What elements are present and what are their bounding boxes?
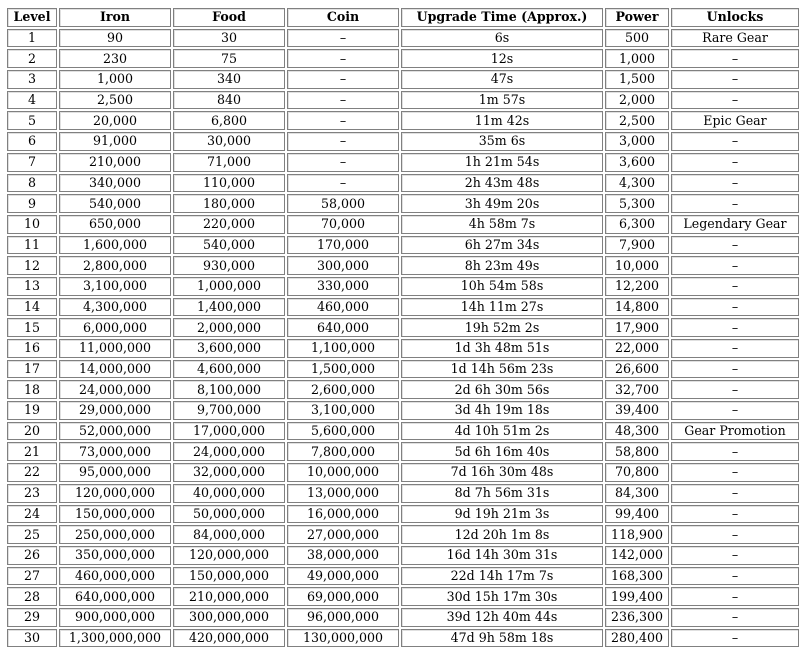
cell-iron: 120,000,000 [59, 484, 171, 503]
cell-food: 340 [173, 70, 285, 89]
cell-upgrade-time: 1d 3h 48m 51s [401, 339, 603, 358]
upgrade-table [5, 6, 801, 649]
table-row [7, 339, 799, 358]
cell-food: 75 [173, 49, 285, 68]
table-row [7, 463, 799, 482]
cell-level: 18 [7, 380, 57, 399]
table-row [7, 318, 799, 337]
cell-power: 2,500 [605, 111, 669, 130]
header-iron: Iron [59, 8, 171, 27]
cell-food: 24,000,000 [173, 442, 285, 461]
cell-unlocks: – [671, 525, 799, 544]
cell-coin: 58,000 [287, 194, 399, 213]
cell-level: 23 [7, 484, 57, 503]
cell-level: 10 [7, 215, 57, 234]
cell-coin: 10,000,000 [287, 463, 399, 482]
cell-level: 19 [7, 401, 57, 420]
table-row [7, 132, 799, 151]
cell-coin: 38,000,000 [287, 546, 399, 565]
table-row [7, 422, 799, 441]
cell-upgrade-time: 3d 4h 19m 18s [401, 401, 603, 420]
cell-iron: 460,000,000 [59, 567, 171, 586]
cell-upgrade-time: 1m 57s [401, 91, 603, 110]
cell-power: 12,200 [605, 277, 669, 296]
cell-power: 10,000 [605, 256, 669, 275]
cell-iron: 95,000,000 [59, 463, 171, 482]
cell-unlocks: Rare Gear [671, 29, 799, 48]
cell-food: 1,000,000 [173, 277, 285, 296]
cell-level: 13 [7, 277, 57, 296]
cell-upgrade-time: 16d 14h 30m 31s [401, 546, 603, 565]
table-row [7, 380, 799, 399]
cell-unlocks: – [671, 567, 799, 586]
cell-power: 84,300 [605, 484, 669, 503]
cell-iron: 150,000,000 [59, 505, 171, 524]
cell-power: 3,000 [605, 132, 669, 151]
cell-power: 4,300 [605, 174, 669, 193]
cell-level: 30 [7, 629, 57, 648]
cell-coin: – [287, 174, 399, 193]
cell-power: 236,300 [605, 608, 669, 627]
table-row [7, 174, 799, 193]
table-body [7, 29, 799, 648]
table-row [7, 49, 799, 68]
cell-iron: 1,300,000,000 [59, 629, 171, 648]
cell-coin: 3,100,000 [287, 401, 399, 420]
cell-upgrade-time: 1h 21m 54s [401, 153, 603, 172]
header-unlocks: Unlocks [671, 8, 799, 27]
cell-coin: – [287, 70, 399, 89]
cell-power: 22,000 [605, 339, 669, 358]
cell-power: 118,900 [605, 525, 669, 544]
header-row [7, 8, 799, 27]
cell-food: 110,000 [173, 174, 285, 193]
cell-unlocks: – [671, 174, 799, 193]
cell-upgrade-time: 30d 15h 17m 30s [401, 587, 603, 606]
cell-food: 50,000,000 [173, 505, 285, 524]
table-row [7, 236, 799, 255]
cell-iron: 640,000,000 [59, 587, 171, 606]
header-coin: Coin [287, 8, 399, 27]
cell-level: 3 [7, 70, 57, 89]
table-header [7, 8, 799, 27]
cell-food: 30 [173, 29, 285, 48]
cell-unlocks: – [671, 91, 799, 110]
cell-level: 12 [7, 256, 57, 275]
cell-iron: 230 [59, 49, 171, 68]
cell-upgrade-time: 8h 23m 49s [401, 256, 603, 275]
cell-upgrade-time: 12s [401, 49, 603, 68]
cell-iron: 540,000 [59, 194, 171, 213]
cell-power: 39,400 [605, 401, 669, 420]
cell-level: 29 [7, 608, 57, 627]
cell-food: 71,000 [173, 153, 285, 172]
cell-upgrade-time: 6h 27m 34s [401, 236, 603, 255]
cell-power: 2,000 [605, 91, 669, 110]
cell-coin: 2,600,000 [287, 380, 399, 399]
cell-unlocks: – [671, 587, 799, 606]
table-row [7, 215, 799, 234]
table-row [7, 91, 799, 110]
cell-coin: 7,800,000 [287, 442, 399, 461]
cell-power: 168,300 [605, 567, 669, 586]
cell-coin: – [287, 49, 399, 68]
cell-level: 22 [7, 463, 57, 482]
cell-power: 6,300 [605, 215, 669, 234]
cell-coin: 5,600,000 [287, 422, 399, 441]
cell-level: 20 [7, 422, 57, 441]
header-level: Level [7, 8, 57, 27]
cell-power: 58,800 [605, 442, 669, 461]
cell-power: 142,000 [605, 546, 669, 565]
cell-upgrade-time: 12d 20h 1m 8s [401, 525, 603, 544]
cell-iron: 52,000,000 [59, 422, 171, 441]
cell-coin: – [287, 29, 399, 48]
cell-power: 70,800 [605, 463, 669, 482]
cell-level: 26 [7, 546, 57, 565]
cell-iron: 90 [59, 29, 171, 48]
cell-unlocks: – [671, 49, 799, 68]
cell-upgrade-time: 47d 9h 58m 18s [401, 629, 603, 648]
cell-level: 4 [7, 91, 57, 110]
table-row [7, 29, 799, 48]
cell-power: 48,300 [605, 422, 669, 441]
table-row [7, 484, 799, 503]
cell-unlocks: – [671, 442, 799, 461]
cell-upgrade-time: 19h 52m 2s [401, 318, 603, 337]
cell-level: 8 [7, 174, 57, 193]
cell-level: 7 [7, 153, 57, 172]
cell-level: 15 [7, 318, 57, 337]
cell-power: 17,900 [605, 318, 669, 337]
cell-coin: 640,000 [287, 318, 399, 337]
cell-food: 220,000 [173, 215, 285, 234]
cell-food: 930,000 [173, 256, 285, 275]
cell-iron: 6,000,000 [59, 318, 171, 337]
cell-unlocks: – [671, 277, 799, 296]
cell-unlocks: Gear Promotion [671, 422, 799, 441]
header-upgrade-time: Upgrade Time (Approx.) [401, 8, 603, 27]
cell-upgrade-time: 9d 19h 21m 3s [401, 505, 603, 524]
cell-iron: 11,000,000 [59, 339, 171, 358]
cell-unlocks: – [671, 380, 799, 399]
cell-upgrade-time: 1d 14h 56m 23s [401, 360, 603, 379]
cell-coin: – [287, 111, 399, 130]
table-row [7, 194, 799, 213]
cell-food: 2,000,000 [173, 318, 285, 337]
cell-unlocks: – [671, 236, 799, 255]
cell-food: 150,000,000 [173, 567, 285, 586]
cell-iron: 73,000,000 [59, 442, 171, 461]
table-row [7, 629, 799, 648]
cell-coin: – [287, 132, 399, 151]
cell-food: 4,600,000 [173, 360, 285, 379]
cell-upgrade-time: 4d 10h 51m 2s [401, 422, 603, 441]
cell-power: 14,800 [605, 298, 669, 317]
cell-unlocks: – [671, 339, 799, 358]
cell-unlocks: – [671, 608, 799, 627]
cell-unlocks: – [671, 70, 799, 89]
cell-upgrade-time: 47s [401, 70, 603, 89]
cell-level: 21 [7, 442, 57, 461]
cell-unlocks: – [671, 401, 799, 420]
cell-food: 180,000 [173, 194, 285, 213]
cell-food: 84,000,000 [173, 525, 285, 544]
cell-power: 32,700 [605, 380, 669, 399]
cell-food: 420,000,000 [173, 629, 285, 648]
cell-food: 3,600,000 [173, 339, 285, 358]
cell-power: 280,400 [605, 629, 669, 648]
cell-level: 17 [7, 360, 57, 379]
cell-iron: 350,000,000 [59, 546, 171, 565]
cell-coin: 170,000 [287, 236, 399, 255]
cell-food: 6,800 [173, 111, 285, 130]
cell-unlocks: – [671, 132, 799, 151]
cell-iron: 3,100,000 [59, 277, 171, 296]
cell-food: 30,000 [173, 132, 285, 151]
header-food: Food [173, 8, 285, 27]
cell-upgrade-time: 14h 11m 27s [401, 298, 603, 317]
cell-iron: 340,000 [59, 174, 171, 193]
cell-coin: 300,000 [287, 256, 399, 275]
table-row [7, 505, 799, 524]
cell-power: 26,600 [605, 360, 669, 379]
cell-coin: 1,500,000 [287, 360, 399, 379]
cell-coin: 70,000 [287, 215, 399, 234]
cell-level: 1 [7, 29, 57, 48]
cell-coin: – [287, 91, 399, 110]
cell-level: 14 [7, 298, 57, 317]
cell-level: 16 [7, 339, 57, 358]
table-row [7, 298, 799, 317]
cell-iron: 1,600,000 [59, 236, 171, 255]
cell-upgrade-time: 35m 6s [401, 132, 603, 151]
table-row [7, 546, 799, 565]
cell-level: 11 [7, 236, 57, 255]
cell-power: 3,600 [605, 153, 669, 172]
header-power: Power [605, 8, 669, 27]
cell-upgrade-time: 6s [401, 29, 603, 48]
cell-food: 8,100,000 [173, 380, 285, 399]
cell-unlocks: – [671, 256, 799, 275]
cell-coin: 460,000 [287, 298, 399, 317]
cell-level: 2 [7, 49, 57, 68]
cell-unlocks: – [671, 194, 799, 213]
cell-unlocks: Legendary Gear [671, 215, 799, 234]
cell-coin: 130,000,000 [287, 629, 399, 648]
cell-food: 17,000,000 [173, 422, 285, 441]
cell-coin: 27,000,000 [287, 525, 399, 544]
cell-unlocks: – [671, 298, 799, 317]
cell-iron: 24,000,000 [59, 380, 171, 399]
table-row [7, 442, 799, 461]
cell-coin: 16,000,000 [287, 505, 399, 524]
cell-upgrade-time: 2d 6h 30m 56s [401, 380, 603, 399]
cell-level: 24 [7, 505, 57, 524]
table-row [7, 153, 799, 172]
cell-power: 1,000 [605, 49, 669, 68]
cell-level: 25 [7, 525, 57, 544]
cell-level: 28 [7, 587, 57, 606]
cell-food: 300,000,000 [173, 608, 285, 627]
table-row [7, 608, 799, 627]
cell-iron: 20,000 [59, 111, 171, 130]
table-row [7, 360, 799, 379]
cell-food: 840 [173, 91, 285, 110]
cell-food: 32,000,000 [173, 463, 285, 482]
cell-iron: 1,000 [59, 70, 171, 89]
cell-unlocks: – [671, 360, 799, 379]
cell-level: 27 [7, 567, 57, 586]
cell-iron: 650,000 [59, 215, 171, 234]
cell-unlocks: Epic Gear [671, 111, 799, 130]
table-row [7, 111, 799, 130]
cell-iron: 29,000,000 [59, 401, 171, 420]
cell-food: 540,000 [173, 236, 285, 255]
cell-food: 1,400,000 [173, 298, 285, 317]
cell-coin: 330,000 [287, 277, 399, 296]
cell-upgrade-time: 10h 54m 58s [401, 277, 603, 296]
cell-upgrade-time: 3h 49m 20s [401, 194, 603, 213]
table-row [7, 587, 799, 606]
table-row [7, 401, 799, 420]
cell-unlocks: – [671, 629, 799, 648]
table-row [7, 567, 799, 586]
cell-iron: 91,000 [59, 132, 171, 151]
cell-power: 500 [605, 29, 669, 48]
cell-coin: 69,000,000 [287, 587, 399, 606]
cell-coin: – [287, 153, 399, 172]
cell-coin: 1,100,000 [287, 339, 399, 358]
cell-power: 7,900 [605, 236, 669, 255]
cell-iron: 14,000,000 [59, 360, 171, 379]
cell-upgrade-time: 5d 6h 16m 40s [401, 442, 603, 461]
cell-power: 99,400 [605, 505, 669, 524]
table-row [7, 277, 799, 296]
table-row [7, 525, 799, 544]
cell-upgrade-time: 8d 7h 56m 31s [401, 484, 603, 503]
cell-iron: 2,800,000 [59, 256, 171, 275]
cell-upgrade-time: 2h 43m 48s [401, 174, 603, 193]
cell-coin: 49,000,000 [287, 567, 399, 586]
cell-iron: 900,000,000 [59, 608, 171, 627]
cell-upgrade-time: 11m 42s [401, 111, 603, 130]
cell-power: 5,300 [605, 194, 669, 213]
cell-iron: 4,300,000 [59, 298, 171, 317]
cell-iron: 250,000,000 [59, 525, 171, 544]
cell-level: 6 [7, 132, 57, 151]
table-row [7, 70, 799, 89]
cell-upgrade-time: 39d 12h 40m 44s [401, 608, 603, 627]
cell-unlocks: – [671, 463, 799, 482]
cell-unlocks: – [671, 505, 799, 524]
cell-upgrade-time: 22d 14h 17m 7s [401, 567, 603, 586]
cell-food: 9,700,000 [173, 401, 285, 420]
cell-unlocks: – [671, 546, 799, 565]
cell-upgrade-time: 7d 16h 30m 48s [401, 463, 603, 482]
cell-unlocks: – [671, 153, 799, 172]
cell-unlocks: – [671, 318, 799, 337]
cell-upgrade-time: 4h 58m 7s [401, 215, 603, 234]
cell-food: 210,000,000 [173, 587, 285, 606]
cell-iron: 210,000 [59, 153, 171, 172]
cell-level: 9 [7, 194, 57, 213]
cell-coin: 13,000,000 [287, 484, 399, 503]
table-row [7, 256, 799, 275]
cell-food: 40,000,000 [173, 484, 285, 503]
cell-coin: 96,000,000 [287, 608, 399, 627]
cell-food: 120,000,000 [173, 546, 285, 565]
cell-power: 199,400 [605, 587, 669, 606]
cell-power: 1,500 [605, 70, 669, 89]
cell-unlocks: – [671, 484, 799, 503]
cell-level: 5 [7, 111, 57, 130]
cell-iron: 2,500 [59, 91, 171, 110]
